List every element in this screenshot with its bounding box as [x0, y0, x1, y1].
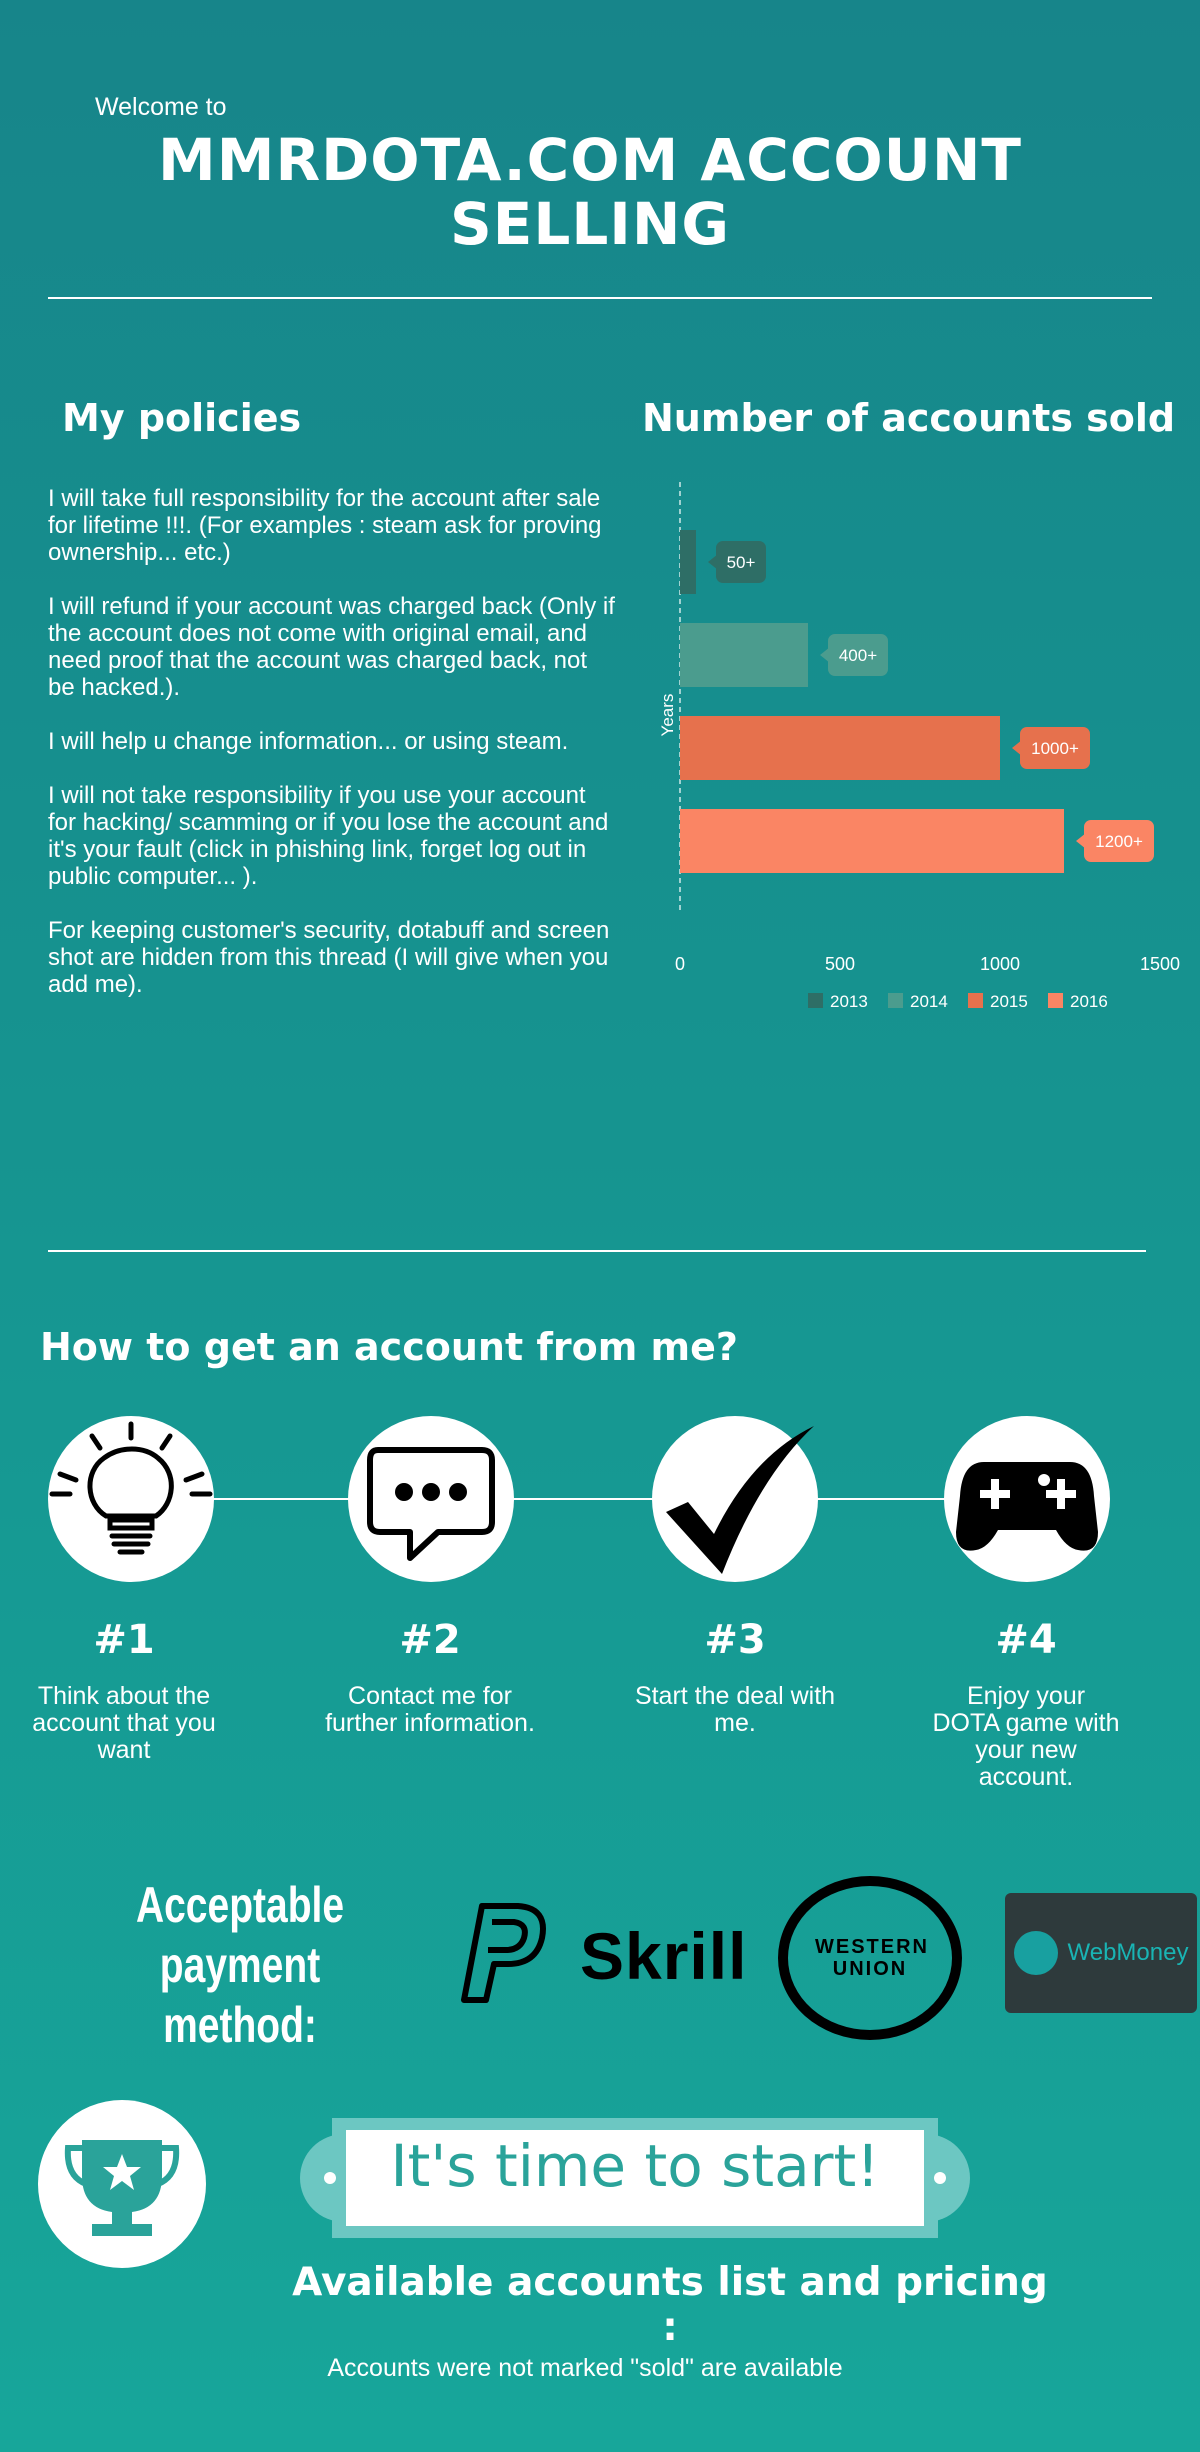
chart-legend-label: 2014: [910, 992, 948, 1011]
start-banner: [300, 2118, 970, 2238]
policy-item: I will not take responsibility if you use your account for hacking/ scamming or if you lose the account and it's your fault (click in phishing link, forget log out in public computer... ).: [48, 782, 609, 890]
chart-legend-swatch: [1048, 993, 1063, 1008]
chart-x-tick-label: 500: [824, 954, 856, 974]
chart-data-label: 50+: [726, 553, 756, 572]
chart-legend-label: 2015: [990, 992, 1028, 1011]
accounts-sold-chart: [640, 470, 1200, 1030]
chart-bar-2014: [680, 623, 808, 687]
chart-legend-label: 2016: [1070, 992, 1108, 1011]
chart-bar-2016: [680, 809, 1064, 873]
trophy-circle: [38, 2100, 206, 2268]
chart-x-tick-label: 1000: [979, 954, 1021, 974]
chart-data-label: 1200+: [1095, 832, 1143, 851]
step-4-number: #4: [995, 1617, 1057, 1663]
section-divider: [48, 1250, 1146, 1252]
start-banner-text: It's time to start!: [390, 2132, 880, 2200]
gamepad-icon: [944, 1416, 1110, 1582]
checkmark-icon: [652, 1416, 818, 1582]
chart-data-label: 1000+: [1031, 739, 1079, 758]
chat-bubble-icon: [348, 1416, 514, 1582]
western-union-logo: [778, 1876, 962, 2040]
chart-legend-label: 2013: [830, 992, 868, 1011]
welcome-text: Welcome to: [95, 93, 227, 121]
policy-item: I will refund if your account was charged back (Only if the account does not come with original email, and need proof that the account was charged back, not be hacked.).: [48, 593, 615, 701]
page-title: MMRDOTA.COM ACCOUNT SELLING: [158, 126, 1022, 258]
policies-list: [48, 485, 618, 1025]
policies-title: My policies: [62, 396, 302, 440]
step-4-text: Enjoy your DOTA game with your new account.: [932, 1682, 1120, 1791]
header-divider: [48, 297, 1152, 299]
steps-connector-line: [130, 1498, 1030, 1500]
step-3-circle: [652, 1416, 818, 1582]
step-1-text: Think about the account that you want: [32, 1682, 216, 1764]
webmoney-globe-icon: [1014, 1931, 1058, 1975]
paypal-logo-icon: [452, 1898, 562, 2008]
step-4-circle: [944, 1416, 1110, 1582]
skrill-logo: Skrill: [580, 1919, 748, 1993]
chart-legend-swatch: [808, 993, 823, 1008]
policy-item: I will help u change information... or using steam.: [48, 728, 569, 755]
policy-item: For keeping customer's security, dotabuff and screen shot are hidden from this thread (I will give when you add me).: [48, 917, 610, 998]
chart-data-label: 400+: [838, 646, 878, 665]
step-3-number: #3: [704, 1617, 766, 1663]
payment-title: Acceptable payment method:: [135, 1877, 345, 2053]
step-2-number: #2: [399, 1617, 461, 1663]
trophy-icon: [38, 2100, 206, 2268]
chart-x-tick-label: 0: [674, 954, 686, 974]
chart-legend-swatch: [888, 993, 903, 1008]
chart-bar-2015: [680, 716, 1000, 780]
step-1-circle: [48, 1416, 214, 1582]
step-3-text: Start the deal with me.: [634, 1682, 836, 1737]
chart-x-tick-label: 1500: [1139, 954, 1181, 974]
how-title: How to get an account from me?: [40, 1325, 738, 1369]
webmoney-logo: [1005, 1893, 1197, 2013]
step-2-text: Contact me for further information.: [325, 1682, 535, 1737]
chart-title: Number of accounts sold: [642, 396, 1176, 440]
step-2-circle: [348, 1416, 514, 1582]
chart-legend-swatch: [968, 993, 983, 1008]
step-1-number: #1: [93, 1617, 155, 1663]
western-union-text: WESTERN UNION: [815, 1936, 929, 1980]
chart-y-axis-label: Years: [658, 693, 677, 737]
policy-item: I will take full responsibility for the account after sale for lifetime !!!. (For examples : steam ask for proving ownership... etc.): [48, 485, 602, 566]
available-title: Available accounts list and pricing :: [292, 2260, 1048, 2350]
chart-bar-2013: [680, 530, 696, 594]
lightbulb-icon: [48, 1416, 214, 1582]
availability-note: Accounts were not marked "sold" are available: [327, 2354, 843, 2382]
webmoney-text: WebMoney: [1067, 1939, 1189, 1966]
